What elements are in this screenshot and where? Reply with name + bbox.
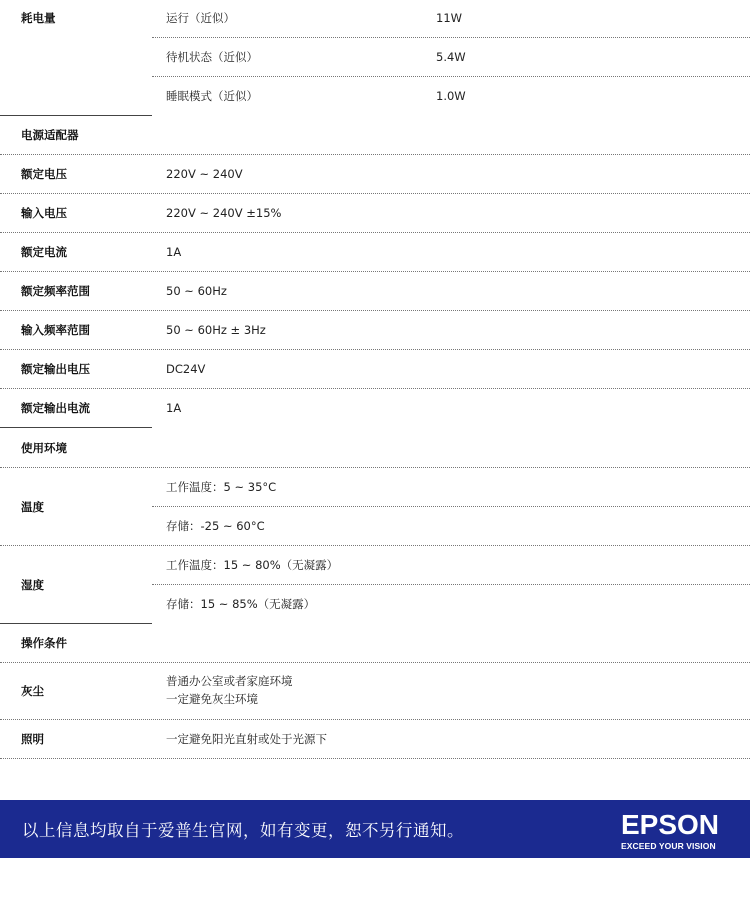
light-value: 一定避免阳光直射或处于光源下 xyxy=(166,732,327,746)
adapter-section-title: 电源适配器 xyxy=(21,128,79,142)
power-mode-sleep: 睡眠模式（近似） xyxy=(166,89,258,103)
humidity-label: 湿度 xyxy=(21,577,44,592)
rated-output-voltage-label: 额定输出电压 xyxy=(21,362,90,376)
rated-voltage-label: 额定电压 xyxy=(21,167,67,181)
epson-logo-text: EPSON xyxy=(621,809,720,840)
dust-line-1: 普通办公室或者家庭环境 xyxy=(166,674,293,688)
input-frequency-label: 输入频率范围 xyxy=(21,323,90,337)
operating-section-title: 操作条件 xyxy=(21,636,67,650)
dust-line-2: 一定避免灰尘环境 xyxy=(166,692,258,706)
dust-value xyxy=(166,672,293,708)
rated-frequency-label: 额定频率范围 xyxy=(21,284,90,298)
power-value-run: 11W xyxy=(436,11,463,25)
power-mode-standby: 待机状态（近似） xyxy=(166,50,258,64)
power-value-standby: 5.4W xyxy=(436,50,466,64)
rated-current-label: 额定电流 xyxy=(21,245,67,259)
rated-output-current-label: 额定输出电流 xyxy=(21,401,90,415)
humidity-storage: 存储：15 ~ 85%（无凝露） xyxy=(166,597,316,611)
epson-logo xyxy=(621,810,731,852)
power-mode-run: 运行（近似） xyxy=(166,11,235,25)
power-label: 耗电量 xyxy=(21,11,56,25)
dust-label: 灰尘 xyxy=(21,684,44,698)
input-frequency-value: 50 ~ 60Hz ± 3Hz xyxy=(166,323,266,337)
input-voltage-label: 输入电压 xyxy=(21,206,67,220)
footer-notice: 以上信息均取自于爱普生官网，如有变更，恕不另行通知。 xyxy=(22,821,464,840)
light-label: 照明 xyxy=(21,732,44,746)
environment-section-title: 使用环境 xyxy=(21,440,67,455)
input-voltage-value: 220V ~ 240V ±15% xyxy=(166,206,282,220)
rated-current-value: 1A xyxy=(166,245,182,259)
rated-frequency-value: 50 ~ 60Hz xyxy=(166,284,227,298)
rated-output-current-value: 1A xyxy=(166,401,182,415)
power-value-sleep: 1.0W xyxy=(436,89,466,103)
temperature-operating: 工作温度：5 ~ 35°C xyxy=(166,480,277,494)
temperature-label: 温度 xyxy=(21,499,44,514)
epson-tagline: EXCEED YOUR VISION xyxy=(621,841,716,851)
temperature-storage: 存储：-25 ~ 60°C xyxy=(166,519,265,533)
footer-banner xyxy=(0,800,750,858)
rated-voltage-value: 220V ~ 240V xyxy=(166,167,243,181)
humidity-operating: 工作温度：15 ~ 80%（无凝露） xyxy=(166,558,339,572)
rated-output-voltage-value: DC24V xyxy=(166,362,206,376)
